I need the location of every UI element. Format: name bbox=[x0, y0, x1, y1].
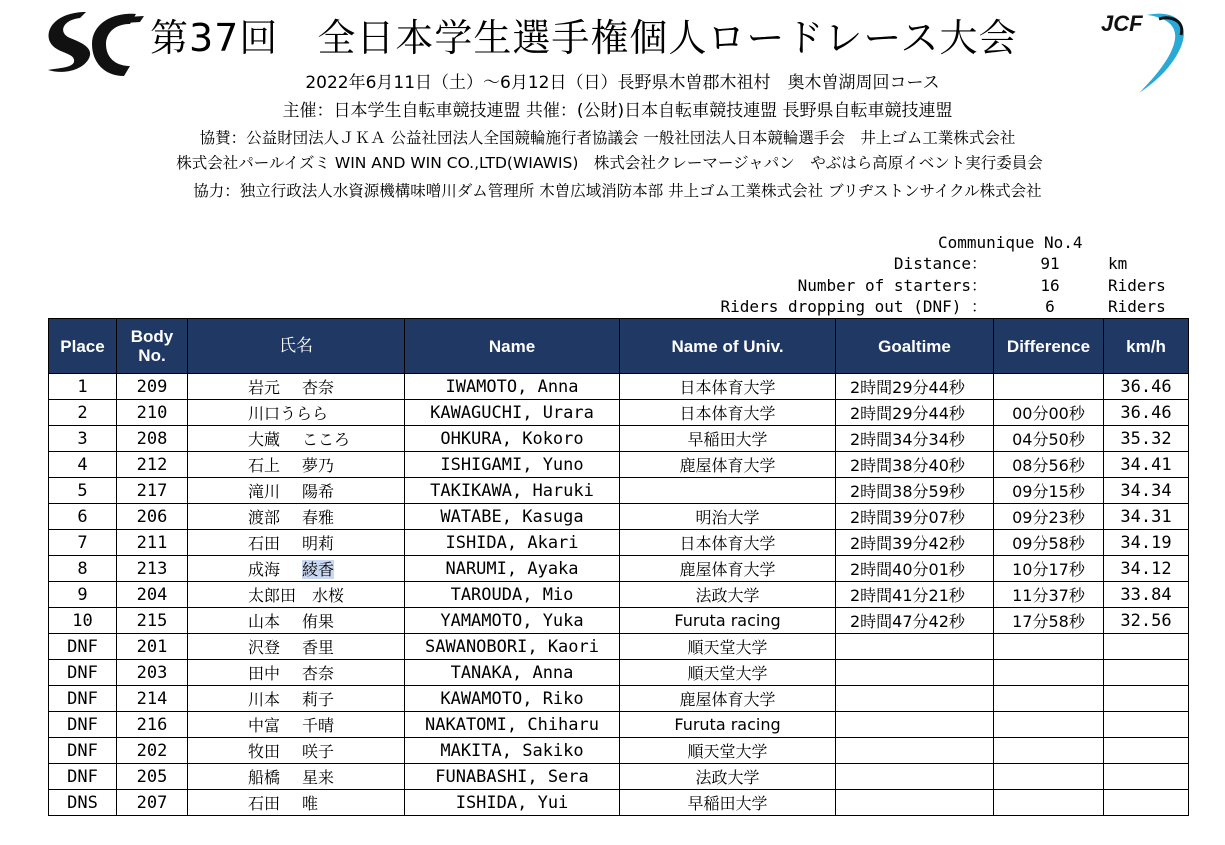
cell-goaltime: 2時間38分40秒 bbox=[836, 452, 994, 478]
family-name: 成海 bbox=[248, 560, 281, 579]
cell-name: TAKIKAWA, Haruki bbox=[405, 478, 620, 504]
cell-body-no: 211 bbox=[117, 530, 188, 556]
cell-name: WATABE, Kasuga bbox=[405, 504, 620, 530]
cell-place: 6 bbox=[49, 504, 117, 530]
sponsors-line-2: 株式会社パールイズミ WIN AND WIN CO.,LTD(WIAWIS) 株式会社クレーマージャパン やぶはら高原イベント実行委員会 bbox=[176, 154, 1043, 172]
cell-univ: 法政大学 bbox=[620, 582, 836, 608]
table-row bbox=[49, 478, 1189, 504]
cell-name-jp bbox=[188, 452, 405, 478]
cell-kmh bbox=[1104, 790, 1189, 816]
cell-difference: 10分17秒 bbox=[994, 556, 1104, 582]
given-name: 杏奈 bbox=[302, 664, 335, 683]
cell-goaltime bbox=[836, 660, 994, 686]
dnf-label: Riders dropping out (DNF) ： bbox=[720, 297, 987, 316]
cell-place: DNF bbox=[49, 634, 117, 660]
table-row bbox=[49, 738, 1189, 764]
cell-kmh: 33.84 bbox=[1104, 582, 1189, 608]
given-name: 明莉 bbox=[302, 534, 335, 553]
cell-univ: 法政大学 bbox=[620, 764, 836, 790]
cell-name-jp bbox=[188, 374, 405, 400]
event-date-venue: 2022年6月11日（土）～6月12日（日）長野県木曽郡木祖村 奥木曽湖周回コース bbox=[305, 73, 940, 93]
table-row bbox=[49, 556, 1189, 582]
col-header-place: Place bbox=[49, 319, 117, 374]
cell-difference: 09分23秒 bbox=[994, 504, 1104, 530]
family-name: 田中 bbox=[248, 664, 281, 683]
cell-univ: 日本体育大学 bbox=[620, 400, 836, 426]
cell-place: DNF bbox=[49, 764, 117, 790]
cell-name-jp bbox=[188, 790, 405, 816]
cell-univ: Furuta racing bbox=[620, 608, 836, 634]
cell-name: TANAKA, Anna bbox=[405, 660, 620, 686]
given-name: 香里 bbox=[302, 638, 335, 657]
family-name: 中富 bbox=[248, 716, 281, 735]
cell-univ: 順天堂大学 bbox=[620, 738, 836, 764]
cell-goaltime: 2時間38分59秒 bbox=[836, 478, 994, 504]
cell-place: 9 bbox=[49, 582, 117, 608]
cell-goaltime: 2時間41分21秒 bbox=[836, 582, 994, 608]
cell-place: DNF bbox=[49, 738, 117, 764]
given-name: 侑果 bbox=[302, 612, 335, 631]
cell-name: MAKITA, Sakiko bbox=[405, 738, 620, 764]
cell-place: 4 bbox=[49, 452, 117, 478]
sponsors-line-1: 協賛：公益財団法人ＪＫＡ 公益社団法人全国競輪施行者協議会 一般社団法人日本競輪選手会 井上ゴム工業株式会社 bbox=[199, 129, 1016, 147]
starters-unit: Riders bbox=[1108, 276, 1166, 295]
cell-kmh: 32.56 bbox=[1104, 608, 1189, 634]
family-name: 牧田 bbox=[248, 742, 281, 761]
family-name: 岩元 bbox=[248, 378, 281, 397]
cell-difference bbox=[994, 660, 1104, 686]
cell-name: SAWANOBORI, Kaori bbox=[405, 634, 620, 660]
cell-univ: 鹿屋体育大学 bbox=[620, 452, 836, 478]
cell-place: DNS bbox=[49, 790, 117, 816]
cell-name: KAWAGUCHI, Urara bbox=[405, 400, 620, 426]
family-name: 石上 bbox=[248, 456, 281, 475]
cell-goaltime: 2時間29分44秒 bbox=[836, 374, 994, 400]
cell-kmh: 35.32 bbox=[1104, 426, 1189, 452]
table-row bbox=[49, 504, 1189, 530]
cell-goaltime bbox=[836, 634, 994, 660]
cell-difference: 09分15秒 bbox=[994, 478, 1104, 504]
cell-name-jp bbox=[188, 426, 405, 452]
cell-place: 5 bbox=[49, 478, 117, 504]
cell-name-jp bbox=[188, 660, 405, 686]
cell-place: DNF bbox=[49, 712, 117, 738]
cell-goaltime: 2時間39分07秒 bbox=[836, 504, 994, 530]
cell-body-no: 201 bbox=[117, 634, 188, 660]
cell-goaltime bbox=[836, 764, 994, 790]
col-header-goaltime: Goaltime bbox=[836, 319, 994, 374]
col-header-univ: Name of Univ. bbox=[620, 319, 836, 374]
cell-goaltime: 2時間40分01秒 bbox=[836, 556, 994, 582]
col-header-difference: Difference bbox=[994, 319, 1104, 374]
table-row bbox=[49, 634, 1189, 660]
family-name: 石田 bbox=[248, 794, 281, 813]
table-row bbox=[49, 660, 1189, 686]
cell-difference bbox=[994, 738, 1104, 764]
cell-kmh: 34.31 bbox=[1104, 504, 1189, 530]
cell-difference bbox=[994, 634, 1104, 660]
cell-place: 2 bbox=[49, 400, 117, 426]
cell-kmh bbox=[1104, 686, 1189, 712]
cell-kmh: 36.46 bbox=[1104, 400, 1189, 426]
cell-goaltime bbox=[836, 738, 994, 764]
table-row bbox=[49, 764, 1189, 790]
cell-name: TAROUDA, Mio bbox=[405, 582, 620, 608]
cell-name-jp bbox=[188, 608, 405, 634]
given-name: こころ bbox=[302, 430, 351, 449]
organizers: 主催：日本学生自転車競技連盟 共催：(公財)日本自転車競技連盟 長野県自転車競技連盟 bbox=[282, 101, 953, 121]
cell-name-jp bbox=[188, 478, 405, 504]
table-row bbox=[49, 686, 1189, 712]
table-row bbox=[49, 400, 1189, 426]
family-name: 船橋 bbox=[248, 768, 281, 787]
table-header-row bbox=[49, 319, 1189, 374]
cell-name: FUNABASHI, Sera bbox=[405, 764, 620, 790]
cell-name-jp bbox=[188, 764, 405, 790]
cell-goaltime bbox=[836, 686, 994, 712]
page-title: 第37回 全日本学生選手権個人ロードレース大会 bbox=[150, 16, 1018, 60]
col-header-name-jp: 氏名 bbox=[188, 319, 405, 374]
table-row bbox=[49, 426, 1189, 452]
given-name: 千晴 bbox=[302, 716, 335, 735]
distance-label: Distance： bbox=[893, 254, 987, 273]
cell-kmh bbox=[1104, 660, 1189, 686]
communique-title: Communique No.4 bbox=[938, 233, 1083, 252]
given-name: 莉子 bbox=[302, 690, 335, 709]
cell-name-jp bbox=[188, 738, 405, 764]
cell-body-no: 214 bbox=[117, 686, 188, 712]
family-name: 川本 bbox=[248, 690, 281, 709]
distance-value: 91 bbox=[1040, 254, 1060, 273]
cell-difference: 00分00秒 bbox=[994, 400, 1104, 426]
cell-place: 7 bbox=[49, 530, 117, 556]
given-name: 杏奈 bbox=[302, 378, 335, 397]
cell-difference bbox=[994, 686, 1104, 712]
cell-name-jp bbox=[188, 686, 405, 712]
cell-body-no: 207 bbox=[117, 790, 188, 816]
cell-body-no: 205 bbox=[117, 764, 188, 790]
cell-place: 8 bbox=[49, 556, 117, 582]
cell-goaltime: 2時間34分34秒 bbox=[836, 426, 994, 452]
cell-name: OHKURA, Kokoro bbox=[405, 426, 620, 452]
family-name: 大蔵 bbox=[248, 430, 281, 449]
cell-difference bbox=[994, 764, 1104, 790]
svg-text:JCF: JCF bbox=[1101, 11, 1143, 36]
cell-difference: 04分50秒 bbox=[994, 426, 1104, 452]
cell-difference: 17分58秒 bbox=[994, 608, 1104, 634]
cell-body-no: 204 bbox=[117, 582, 188, 608]
table-row bbox=[49, 790, 1189, 816]
cell-place: 10 bbox=[49, 608, 117, 634]
cell-difference: 09分58秒 bbox=[994, 530, 1104, 556]
cell-univ: 鹿屋体育大学 bbox=[620, 556, 836, 582]
col-header-name: Name bbox=[405, 319, 620, 374]
col-header-kmh: km/h bbox=[1104, 319, 1189, 374]
family-name: 渡部 bbox=[248, 508, 281, 527]
cell-difference bbox=[994, 712, 1104, 738]
results-table bbox=[48, 318, 1189, 816]
cell-univ: 早稲田大学 bbox=[620, 790, 836, 816]
cell-univ bbox=[620, 478, 836, 504]
cell-body-no: 210 bbox=[117, 400, 188, 426]
cell-goaltime bbox=[836, 790, 994, 816]
table-row bbox=[49, 608, 1189, 634]
cell-name: ISHIDA, Yui bbox=[405, 790, 620, 816]
cell-goaltime: 2時間29分44秒 bbox=[836, 400, 994, 426]
cell-place: 1 bbox=[49, 374, 117, 400]
family-name: 沢登 bbox=[248, 638, 281, 657]
col-header-body: Body bbox=[130, 327, 174, 346]
given-name: 陽希 bbox=[302, 482, 335, 501]
col-header-body-no bbox=[117, 319, 188, 374]
cell-name: YAMAMOTO, Yuka bbox=[405, 608, 620, 634]
family-name: 石田 bbox=[248, 534, 281, 553]
cell-name-jp bbox=[188, 530, 405, 556]
cell-kmh: 36.46 bbox=[1104, 374, 1189, 400]
family-name: 滝川 bbox=[248, 482, 281, 501]
cell-difference bbox=[994, 790, 1104, 816]
cooperators: 協力：独立行政法人水資源機構味噌川ダム管理所 木曽広域消防本部 井上ゴム工業株式会社 ブリヂストンサイクル株式会社 bbox=[193, 182, 1042, 200]
cell-kmh bbox=[1104, 738, 1189, 764]
cell-kmh: 34.41 bbox=[1104, 452, 1189, 478]
cell-difference: 11分37秒 bbox=[994, 582, 1104, 608]
table-row bbox=[49, 530, 1189, 556]
given-name: 春雅 bbox=[302, 508, 335, 527]
given-name: 水桜 bbox=[312, 586, 345, 605]
cell-body-no: 202 bbox=[117, 738, 188, 764]
starters-value: 16 bbox=[1040, 276, 1060, 295]
table-row bbox=[49, 712, 1189, 738]
cell-name: KAWAMOTO, Riko bbox=[405, 686, 620, 712]
cell-place: DNF bbox=[49, 660, 117, 686]
cell-name: ISHIGAMI, Yuno bbox=[405, 452, 620, 478]
cell-name-jp bbox=[188, 582, 405, 608]
cell-univ: 順天堂大学 bbox=[620, 660, 836, 686]
cell-kmh: 34.34 bbox=[1104, 478, 1189, 504]
family-name: 山本 bbox=[248, 612, 281, 631]
cell-body-no: 203 bbox=[117, 660, 188, 686]
cell-name: NAKATOMI, Chiharu bbox=[405, 712, 620, 738]
cell-kmh bbox=[1104, 634, 1189, 660]
cell-body-no: 208 bbox=[117, 426, 188, 452]
dnf-value: 6 bbox=[1045, 297, 1055, 316]
cell-univ: 早稲田大学 bbox=[620, 426, 836, 452]
cell-body-no: 206 bbox=[117, 504, 188, 530]
table-row bbox=[49, 452, 1189, 478]
dnf-unit: Riders bbox=[1108, 297, 1166, 316]
cell-name-jp bbox=[188, 712, 405, 738]
given-name: 唯 bbox=[302, 794, 319, 813]
cell-name-jp bbox=[188, 400, 405, 426]
cell-body-no: 216 bbox=[117, 712, 188, 738]
cell-body-no: 217 bbox=[117, 478, 188, 504]
given-name: 綾香 bbox=[302, 560, 335, 579]
cell-difference: 08分56秒 bbox=[994, 452, 1104, 478]
cell-name: ISHIDA, Akari bbox=[405, 530, 620, 556]
cell-univ: 日本体育大学 bbox=[620, 374, 836, 400]
col-header-no: No. bbox=[138, 346, 166, 365]
cell-kmh: 34.19 bbox=[1104, 530, 1189, 556]
family-name: 太郎田 bbox=[248, 586, 297, 605]
cell-name: NARUMI, Ayaka bbox=[405, 556, 620, 582]
cell-name: IWAMOTO, Anna bbox=[405, 374, 620, 400]
cell-goaltime bbox=[836, 712, 994, 738]
cell-goaltime: 2時間39分42秒 bbox=[836, 530, 994, 556]
distance-unit: km bbox=[1108, 254, 1128, 273]
results-body bbox=[49, 374, 1189, 816]
cell-kmh bbox=[1104, 712, 1189, 738]
given-name: 咲子 bbox=[302, 742, 335, 761]
table-row bbox=[49, 374, 1189, 400]
cell-name-jp bbox=[188, 504, 405, 530]
table-row bbox=[49, 582, 1189, 608]
cell-body-no: 212 bbox=[117, 452, 188, 478]
cell-univ: 明治大学 bbox=[620, 504, 836, 530]
cell-name-jp bbox=[188, 634, 405, 660]
cell-name-jp bbox=[188, 556, 405, 582]
cell-body-no: 213 bbox=[117, 556, 188, 582]
cell-univ: 日本体育大学 bbox=[620, 530, 836, 556]
cell-goaltime: 2時間47分42秒 bbox=[836, 608, 994, 634]
cell-place: DNF bbox=[49, 686, 117, 712]
cell-body-no: 209 bbox=[117, 374, 188, 400]
given-name: 夢乃 bbox=[302, 456, 335, 475]
cell-kmh: 34.12 bbox=[1104, 556, 1189, 582]
cell-place: 3 bbox=[49, 426, 117, 452]
cell-univ: 鹿屋体育大学 bbox=[620, 686, 836, 712]
cell-kmh bbox=[1104, 764, 1189, 790]
cell-difference bbox=[994, 374, 1104, 400]
cell-univ: Furuta racing bbox=[620, 712, 836, 738]
family-name: 川口うらら bbox=[248, 404, 329, 423]
cell-univ: 順天堂大学 bbox=[620, 634, 836, 660]
starters-label: Number of starters： bbox=[797, 276, 987, 295]
cell-body-no: 215 bbox=[117, 608, 188, 634]
given-name: 星来 bbox=[302, 768, 335, 787]
